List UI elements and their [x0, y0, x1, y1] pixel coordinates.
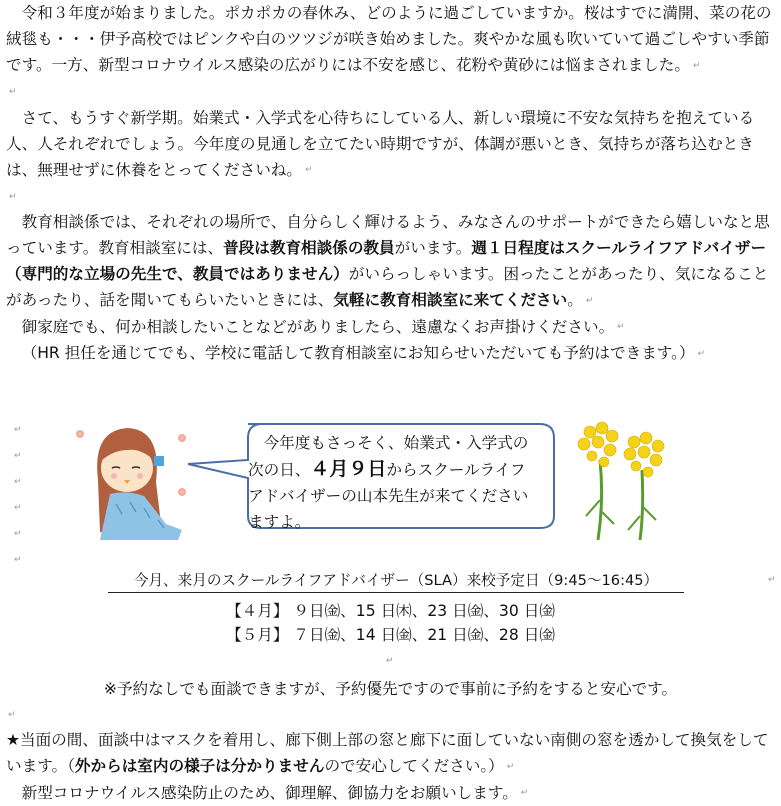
blank-line: ↵	[6, 183, 772, 209]
schedule-april: 【４月】 ９日㈮、15 日㈭、23 日㈮、30 日㈮	[0, 599, 781, 623]
return-mark-icon: ↵	[14, 425, 22, 435]
return-mark-icon: ↵	[386, 656, 394, 666]
notice-line-2: 新型コロナウイルス感染防止のため、御理解、御協力をお願いします。 ↵	[6, 780, 772, 806]
blank-line: ↵	[6, 79, 772, 105]
return-mark-icon: ↵	[14, 477, 22, 487]
return-mark-icon: ↵	[14, 451, 22, 461]
intro-paragraph-4: 御家庭でも、何か相談したいことなどがありましたら、遠慮なくお声掛けください。 ↵	[6, 314, 772, 341]
return-mark-icon: ↵	[8, 710, 16, 720]
intro-paragraph-2: さて、もうすぐ新学期。始業式・入学式を心待ちにしている人、新しい環境に不安な気持ちを抱えている人、人それぞれでしょう。今年度の見通しを立てたい時期ですが、体調が悪いとき、気持ちが落ち込むときは、無理せずに休養をとってくださいね。 ↵	[6, 105, 772, 184]
intro-section	[6, 0, 772, 367]
intro-paragraph-1: 令和３年度が始まりました。ポカポカの春休み、どのように過ごしていますか。桜はすでに満開、菜の花の絨毯も・・・伊予高校ではピンクや白のツツジが咲き始めました。爽やかな風も吹いていて過ごしやすい季節です。一方、新型コロナウイルス感染の広がりには不安を感じ、花粉や黄砂には悩まされました。 ↵	[6, 0, 772, 79]
return-mark-icon: ↵	[693, 61, 701, 71]
notice-section	[6, 727, 772, 806]
heading-underline	[108, 592, 684, 593]
return-mark-icon: ↵	[14, 503, 22, 513]
return-mark-icon: ↵	[768, 575, 776, 585]
speech-bubble-text: 今年度もさっそく、始業式・入学式の次の日、４月９日からスクールライフアドバイザーの山本先生が来てくださいますよ。	[248, 430, 538, 535]
schedule-may: 【５月】 ７日㈮、14 日㈮、21 日㈮、28 日㈮	[0, 623, 781, 647]
return-mark-icon: ↵	[14, 529, 22, 539]
sla-schedule-heading: 今月、来月のスクールライフアドバイザー（SLA）来校予定日（9:45～16:45）	[108, 571, 684, 591]
reservation-note: ※予約なしでも面談できますが、予約優先ですので事前に予約をすると安心です。	[0, 676, 781, 702]
notice-line-1: ★当面の間、面談中はマスクを着用し、廊下側上部の窓と廊下に面していない南側の窓を透かして換気をしています。（外からは室内の様子は分かりませんので安心してください。） ↵	[6, 727, 772, 780]
intro-paragraph-3: 教育相談係では、それぞれの場所で、自分らしく輝けるよう、みなさんのサポートができたら嬉しいなと思っています。教育相談室には、普段は教育相談係の教員がいます。週１日程度はスクールライフアドバイザー（専門的な立場の先生で、教員ではありません）がいらっしゃいます。困ったことがあったり、気になることがあったり、話を聞いてもらいたいときには、気軽に教育相談室に来てください。 ↵	[6, 209, 772, 314]
intro-paragraph-5: （HR 担任を通じてでも、学校に電話して教育相談室にお知らせいただいても予約はできます。） ↵	[6, 340, 772, 367]
return-mark-icon: ↵	[14, 555, 22, 565]
rapeseed-flowers-icon	[570, 420, 680, 542]
return-mark-icon: ↵	[305, 165, 313, 175]
